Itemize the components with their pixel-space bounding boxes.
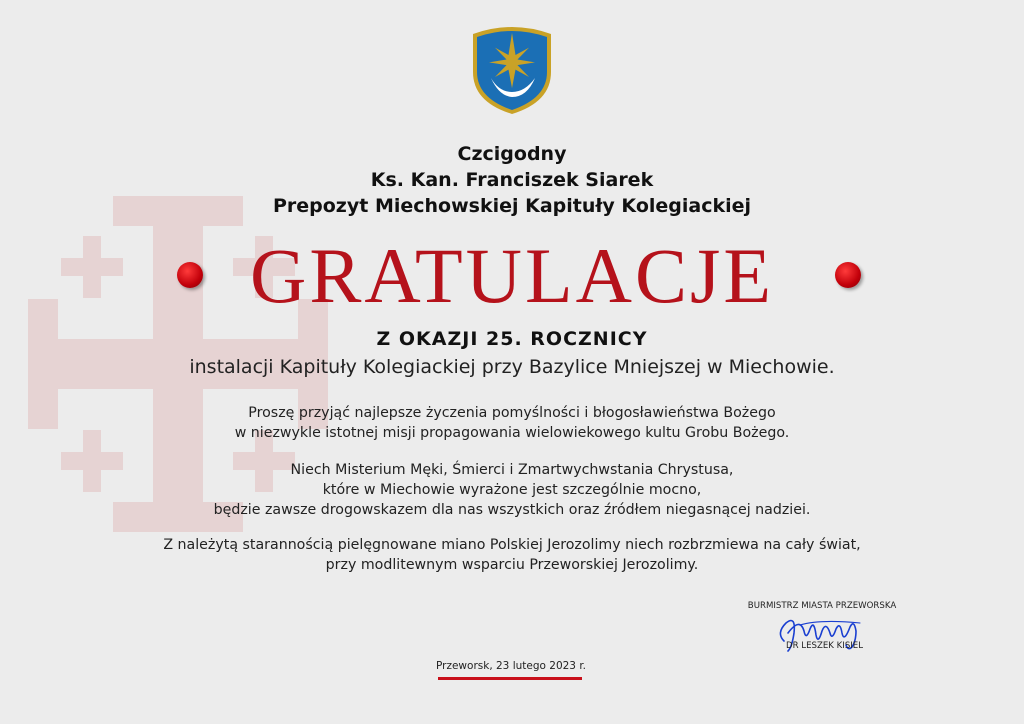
certificate-title: GRATULACJE bbox=[249, 232, 774, 319]
paragraph-line: które w Miechowie wyrażone jest szczególnie mocno, bbox=[322, 482, 702, 498]
signer-title: BURMISTRZ MIASTA PRZEWORSKA bbox=[747, 601, 897, 611]
paragraph-line: Proszę przyjąć najlepsze życzenia pomyślności i błogosławieństwa Bożego bbox=[248, 405, 776, 421]
recipient-salutation: Czcigodny bbox=[457, 143, 567, 165]
signer-name: DR LESZEK KISIEL bbox=[785, 641, 864, 651]
paragraph-line: przy modlitewnym wsparciu Przeworskiej Jerozolimy. bbox=[325, 557, 699, 573]
paragraph-1 bbox=[0, 403, 1024, 443]
recipient-name: Ks. Kan. Franciszek Siarek bbox=[370, 169, 654, 191]
decorative-dot-right bbox=[835, 262, 861, 288]
signature-block bbox=[742, 601, 902, 661]
paragraph-line: Niech Misterium Męki, Śmierci i Zmartwychwstania Chrystusa, bbox=[290, 462, 734, 478]
coat-of-arms-icon bbox=[469, 24, 555, 116]
paragraph-2 bbox=[0, 460, 1024, 520]
recipient-position: Prepozyt Miechowskiej Kapituły Kolegiackiej bbox=[272, 195, 752, 217]
paragraph-line: Z należytą starannością pielęgnowane miano Polskiej Jerozolimy niech rozbrzmiewa na cały świat, bbox=[163, 537, 861, 553]
place-and-date: Przeworsk, 23 lutego 2023 r. bbox=[436, 660, 587, 672]
date-underline bbox=[438, 677, 582, 680]
paragraph-line: w niezwykle istotnej misji propagowania wielowiekowego kultu Grobu Bożego. bbox=[234, 425, 790, 441]
occasion-heading: Z OKAZJI 25. ROCZNICY bbox=[376, 328, 648, 350]
paragraph-3 bbox=[0, 535, 1024, 575]
paragraph-line: będzie zawsze drogowskazem dla nas wszystkich oraz źródłem niegasnącej nadziei. bbox=[213, 502, 811, 518]
occasion-subheading: instalacji Kapituły Kolegiackiej przy Bazylice Mniejszej w Miechowie. bbox=[189, 356, 835, 378]
